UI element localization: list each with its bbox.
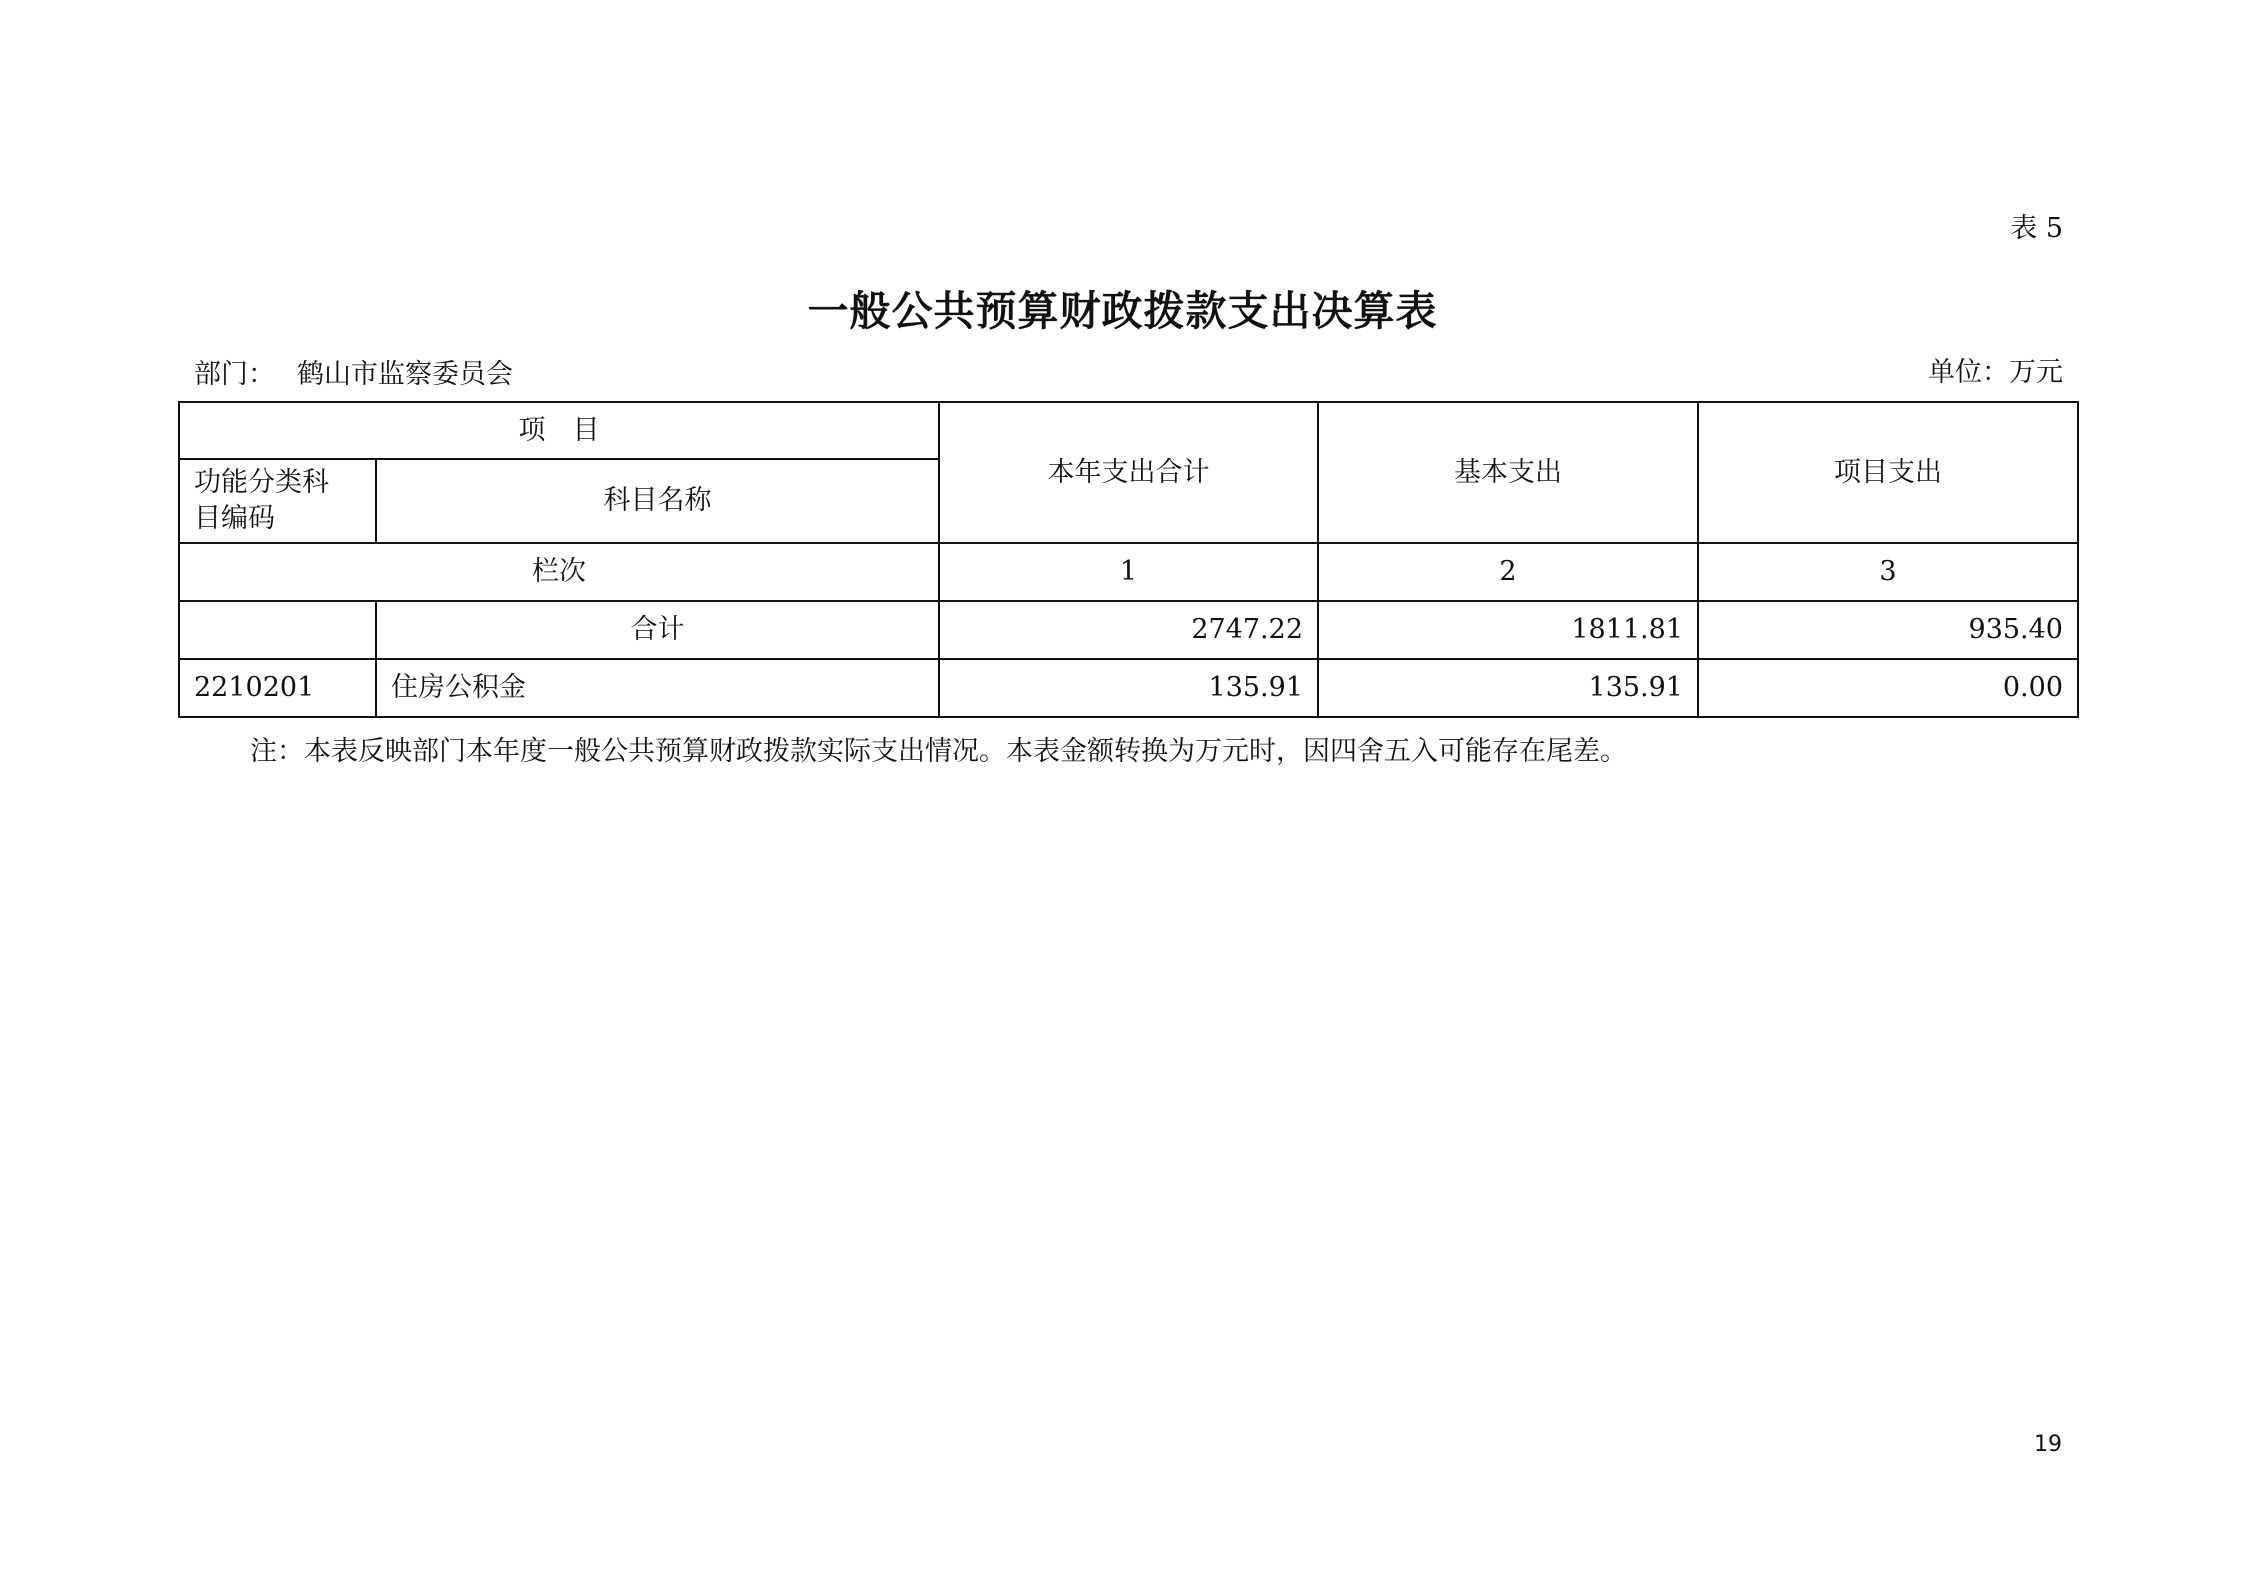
row-project: 0.00 xyxy=(1698,659,2078,717)
row-name: 合计 xyxy=(376,601,939,659)
header-subject-name: 科目名称 xyxy=(376,459,939,543)
page-number: 19 xyxy=(2034,1432,2062,1457)
row-index-label: 栏次 xyxy=(179,543,939,601)
row-basic: 1811.81 xyxy=(1318,601,1698,659)
row-name: 住房公积金 xyxy=(376,659,939,717)
header-basic: 基本支出 xyxy=(1318,402,1698,543)
row-basic: 135.91 xyxy=(1318,659,1698,717)
col-index-1: 1 xyxy=(939,543,1318,601)
header-row-project xyxy=(179,402,2078,459)
unit-label: 单位：万元 xyxy=(1928,357,2063,388)
row-code xyxy=(179,601,376,659)
row-code: 2210201 xyxy=(179,659,376,717)
row-project: 935.40 xyxy=(1698,601,2078,659)
table-row xyxy=(179,659,2078,717)
table-row xyxy=(179,601,2078,659)
column-index-row xyxy=(179,543,2078,601)
header-project: 项 目 xyxy=(179,402,939,459)
row-total: 135.91 xyxy=(939,659,1318,717)
col-index-2: 2 xyxy=(1318,543,1698,601)
header-code: 功能分类科目编码 xyxy=(179,459,376,543)
col-index-3: 3 xyxy=(1698,543,2078,601)
budget-table xyxy=(178,401,2079,718)
footnote: 注：本表反映部门本年度一般公共预算财政拨款实际支出情况。本表金额转换为万元时，因四舍五入可能存在尾差。 xyxy=(250,736,1627,767)
department-line xyxy=(194,352,513,391)
row-total: 2747.22 xyxy=(939,601,1318,659)
header-project-expense: 项目支出 xyxy=(1698,402,2078,543)
page-title: 一般公共预算财政拨款支出决算表 xyxy=(807,287,1438,335)
department-label: 部门： xyxy=(194,359,275,390)
department-value: 鹤山市监察委员会 xyxy=(297,359,513,390)
header-total: 本年支出合计 xyxy=(939,402,1318,543)
table-number: 表 5 xyxy=(2010,213,2063,244)
